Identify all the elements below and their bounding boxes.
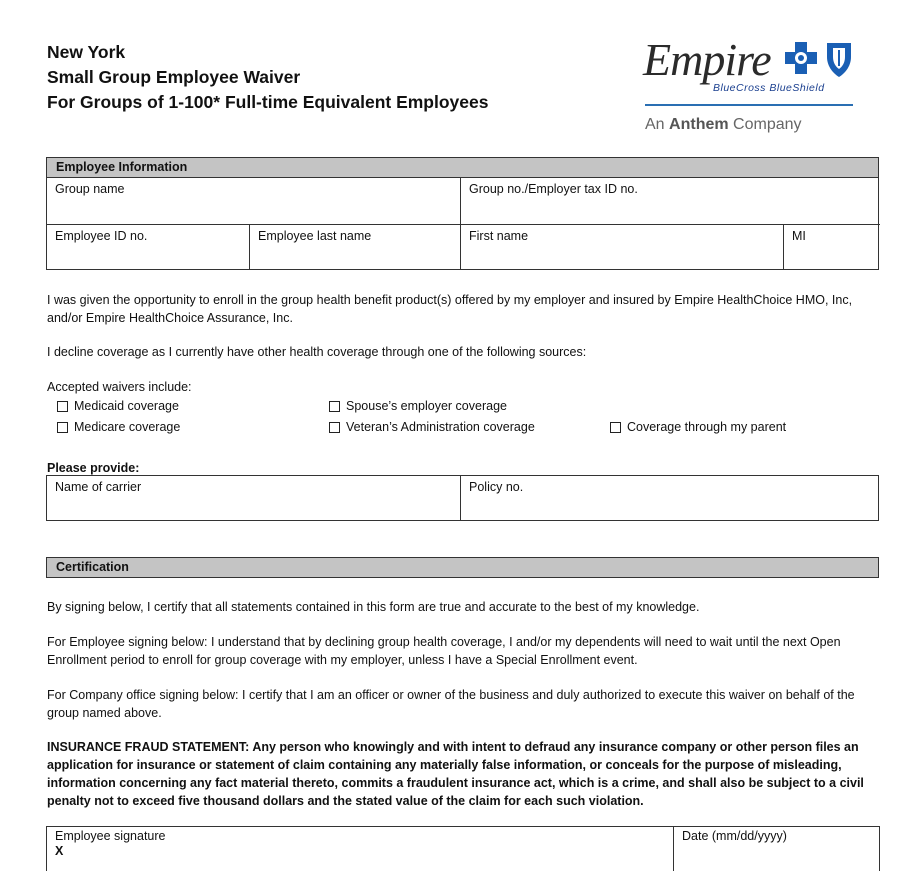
medicaid-label: Medicaid coverage	[74, 399, 179, 413]
tagline-brand: Anthem	[669, 116, 729, 133]
waivers-label: Accepted waivers include:	[47, 380, 192, 394]
date-label: Date (mm/dd/yyyy)	[682, 829, 787, 843]
certify-statement: By signing below, I certify that all statements contained in this form are true and accurate to the best of my knowledge.	[47, 600, 700, 614]
middle-initial-field[interactable]	[783, 224, 880, 270]
last-name-field[interactable]	[249, 224, 460, 270]
employee-id-label: Employee ID no.	[55, 229, 148, 243]
group-name-label: Group name	[55, 182, 125, 196]
fraud-statement: INSURANCE FRAUD STATEMENT: Any person who knowingly and with intent to defraud any insurance company or other person files an application for insurance or statement of claim containing any materially false information, or conceals for the purpose of misleading, information concerning any fact material thereto, commits a fraudulent insurance act, which is a crime, and shall also be subject to a civil penalty not to exceed five thousand dollars and the stated value of the claim for each such violation.	[47, 740, 864, 808]
group-number-label: Group no./Employer tax ID no.	[469, 182, 638, 196]
title-form-name: Small Group Employee Waiver	[47, 67, 301, 87]
checkbox-square[interactable]	[57, 422, 68, 433]
logo-tagline	[645, 116, 802, 134]
carrier-field[interactable]	[47, 476, 460, 520]
medicaid-checkbox[interactable]	[57, 399, 179, 413]
veteran-checkbox[interactable]	[329, 420, 535, 434]
empire-logo	[643, 36, 858, 136]
policy-label: Policy no.	[469, 480, 524, 494]
employee-signature-field[interactable]	[47, 827, 673, 871]
date-field[interactable]	[673, 827, 879, 871]
last-name-label: Employee last name	[258, 229, 372, 243]
middle-initial-label: MI	[792, 229, 806, 243]
signature-grid	[46, 826, 880, 871]
spouse-checkbox[interactable]	[329, 399, 507, 413]
logo-subbrand: BlueCross BlueShield	[713, 82, 825, 94]
carrier-grid	[46, 475, 879, 521]
title-group-size: For Groups of 1-100* Full-time Equivalent Employees	[47, 92, 489, 112]
group-number-field[interactable]	[460, 178, 880, 224]
employee-id-field[interactable]	[47, 224, 249, 270]
spouse-label: Spouse’s employer coverage	[346, 399, 507, 413]
employee-info-header: Employee Information	[46, 157, 879, 178]
employee-statement: For Employee signing below: I understand that by declining group health coverage, I and/or my dependents will need to wait until the next Open Enrollment period to enroll for group coverage with my employer, unless I have a Special Enrollment event.	[47, 635, 841, 667]
checkbox-square[interactable]	[329, 401, 340, 412]
logo-divider	[645, 104, 853, 106]
logo-wordmark: Empire	[643, 34, 771, 85]
tagline-suffix: Company	[733, 116, 802, 133]
carrier-label: Name of carrier	[55, 480, 142, 494]
checkbox-square[interactable]	[57, 401, 68, 412]
company-statement: For Company office signing below: I certify that I am an officer or owner of the business and duly authorized to execute this waiver on behalf of the group named above.	[47, 688, 855, 720]
parent-label: Coverage through my parent	[627, 420, 787, 434]
policy-field[interactable]	[460, 476, 880, 520]
first-name-field[interactable]	[460, 224, 783, 270]
form-title	[47, 40, 488, 115]
parent-checkbox[interactable]	[610, 420, 786, 434]
decline-statement: I decline coverage as I currently have other health coverage through one of the following sources:	[47, 345, 587, 359]
employee-info-grid	[46, 177, 879, 270]
group-name-field[interactable]	[47, 178, 460, 224]
cross-shield-icon	[783, 40, 857, 80]
checkbox-square[interactable]	[610, 422, 621, 433]
certification-header: Certification	[46, 557, 879, 578]
checkbox-square[interactable]	[329, 422, 340, 433]
medicare-checkbox[interactable]	[57, 420, 180, 434]
enrollment-statement: I was given the opportunity to enroll in the group health benefit product(s) offered by my employer and insured by Empire HealthChoice HMO, Inc, and/or Empire HealthChoice Assurance, Inc.	[47, 293, 853, 325]
medicare-label: Medicare coverage	[74, 420, 181, 434]
first-name-label: First name	[469, 229, 529, 243]
signature-x-mark: X	[55, 844, 64, 858]
title-state: New York	[47, 42, 126, 62]
please-provide-label: Please provide:	[47, 461, 140, 475]
signature-label: Employee signature	[55, 829, 166, 843]
tagline-prefix: An	[645, 116, 665, 133]
veteran-label: Veteran’s Administration coverage	[346, 420, 535, 434]
